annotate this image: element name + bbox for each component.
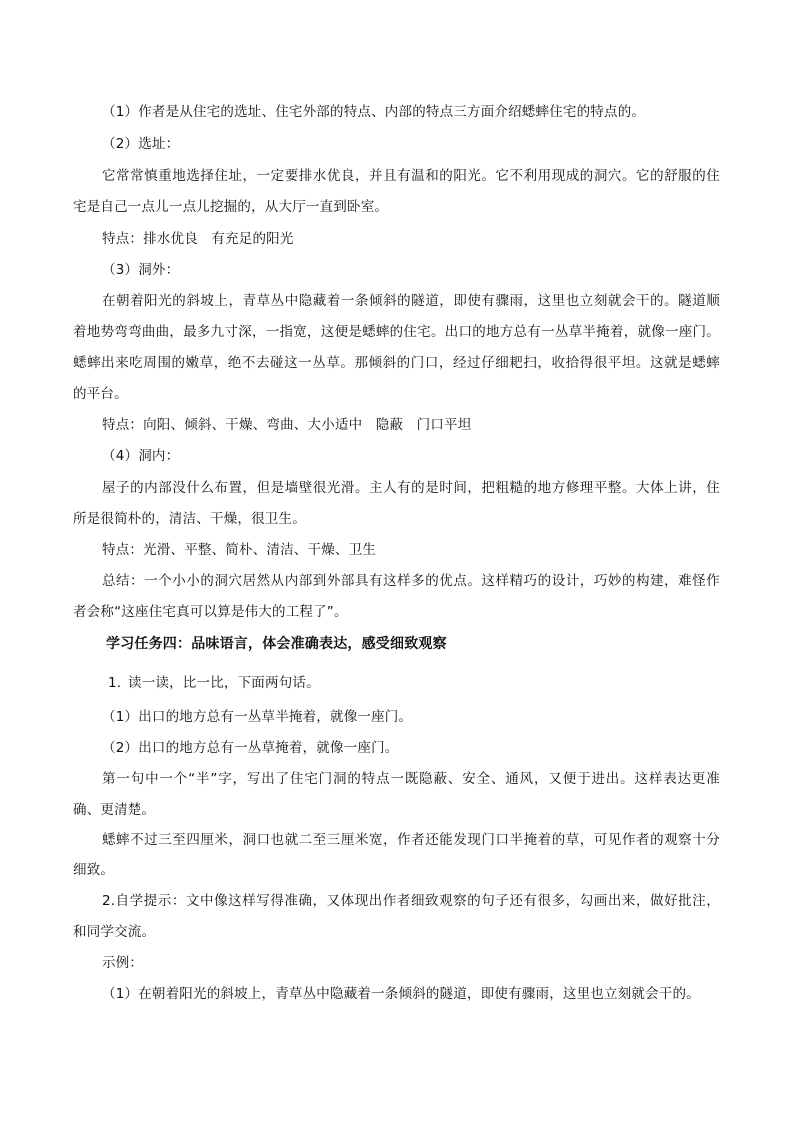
point-3-label: （3）洞外： [102,262,180,278]
inside-paragraph-line-1: 屋子的内部没什么布置，但是墙壁很光滑。主人有的是时间，把粗糙的地方修理平整。大体上讲，住 [102,480,720,496]
analysis-1-line-1: 第一句中一个“半”字，写出了住宅门洞的特点一既隐蔽、安全、通风，又便于进出。这样表达更准 [102,771,720,787]
outside-paragraph-line-3: 蟋蟀出来吃周围的嫩草，绝不去碰这一丛草。那倾斜的门口，经过仔细耙扫，收拾得很平坦。这就是蟋蟀 [73,355,720,371]
inside-paragraph-line-2: 所是很简朴的，清洁、干燥，很卫生。 [73,511,306,527]
sentence-2: （2）出口的地方总有一丛草掩着，就像一座门。 [102,740,399,756]
example-1: （1）在朝着阳光的斜坡上，青草丛中隐藏着一条倾斜的隧道，即使有骤雨，这里也立刻就会干的。 [102,986,700,1002]
site-paragraph-line-1: 它常常慎重地选择住址，一定要排水优良，并且有温和的阳光。它不利用现成的洞穴。它的舒服的住 [102,168,720,184]
summary-line-1: 总结：一个小小的洞穴居然从内部到外部具有这样多的优点。这样精巧的设计，巧妙的构建，难怪作 [102,573,720,589]
inside-features: 特点：光滑、平整、简朴、清洁、干燥、卫生 [102,542,376,558]
task-4-heading: 学习任务四：品味语言，体会准确表达，感受细致观察 [106,636,447,652]
site-paragraph-line-2: 宅是自己一点儿一点儿挖掘的，从大厅一直到卧室。 [73,199,389,215]
question-2-line-2: 和同学交流。 [73,924,156,940]
outside-paragraph-line-4: 的平台。 [73,386,128,402]
question-1-number: 1. [108,675,122,691]
analysis-1-line-2: 确、更清楚。 [73,802,156,818]
point-1-structure: （1）作者是从住宅的选址、住宅外部的特点、内部的特点三方面介绍蟋蟀住宅的特点的。 [102,104,646,120]
summary-line-2: 者会称“这座住宅真可以算是伟大的工程了”。 [73,604,348,620]
question-2-line-1: 2.自学提示：文中像这样写得准确，又体现出作者细致观察的句子还有很多，勾画出来，做好批注， [102,893,720,909]
point-4-label: （4）洞内： [102,448,180,464]
outside-features: 特点：向阳、倾斜、干燥、弯曲、大小适中 隐蔽 门口平坦 [102,417,472,433]
example-label: 示例： [102,955,144,971]
outside-paragraph-line-2: 着地势弯弯曲曲，最多九寸深，一指宽，这便是蟋蟀的住宅。出口的地方总有一丛草半掩着，就像一座门。 [73,324,720,340]
site-features: 特点：排水优良 有充足的阳光 [102,231,294,247]
point-2-label: （2）选址： [102,136,180,152]
analysis-2-line-1: 蟋蟀不过三至四厘米，洞口也就二至三厘米宽，作者还能发现门口半掩着的草，可见作者的观察十分 [102,832,720,848]
question-1-text: 读一读，比一比，下面两句话。 [128,675,320,691]
analysis-2-line-2: 细致。 [73,862,115,878]
outside-paragraph-line-1: 在朝着阳光的斜坡上，青草丛中隐藏着一条倾斜的隧道，即使有骤雨，这里也立刻就会干的。隧道顺 [102,293,720,309]
sentence-1: （1）出口的地方总有一丛草半掩着，就像一座门。 [102,709,413,725]
